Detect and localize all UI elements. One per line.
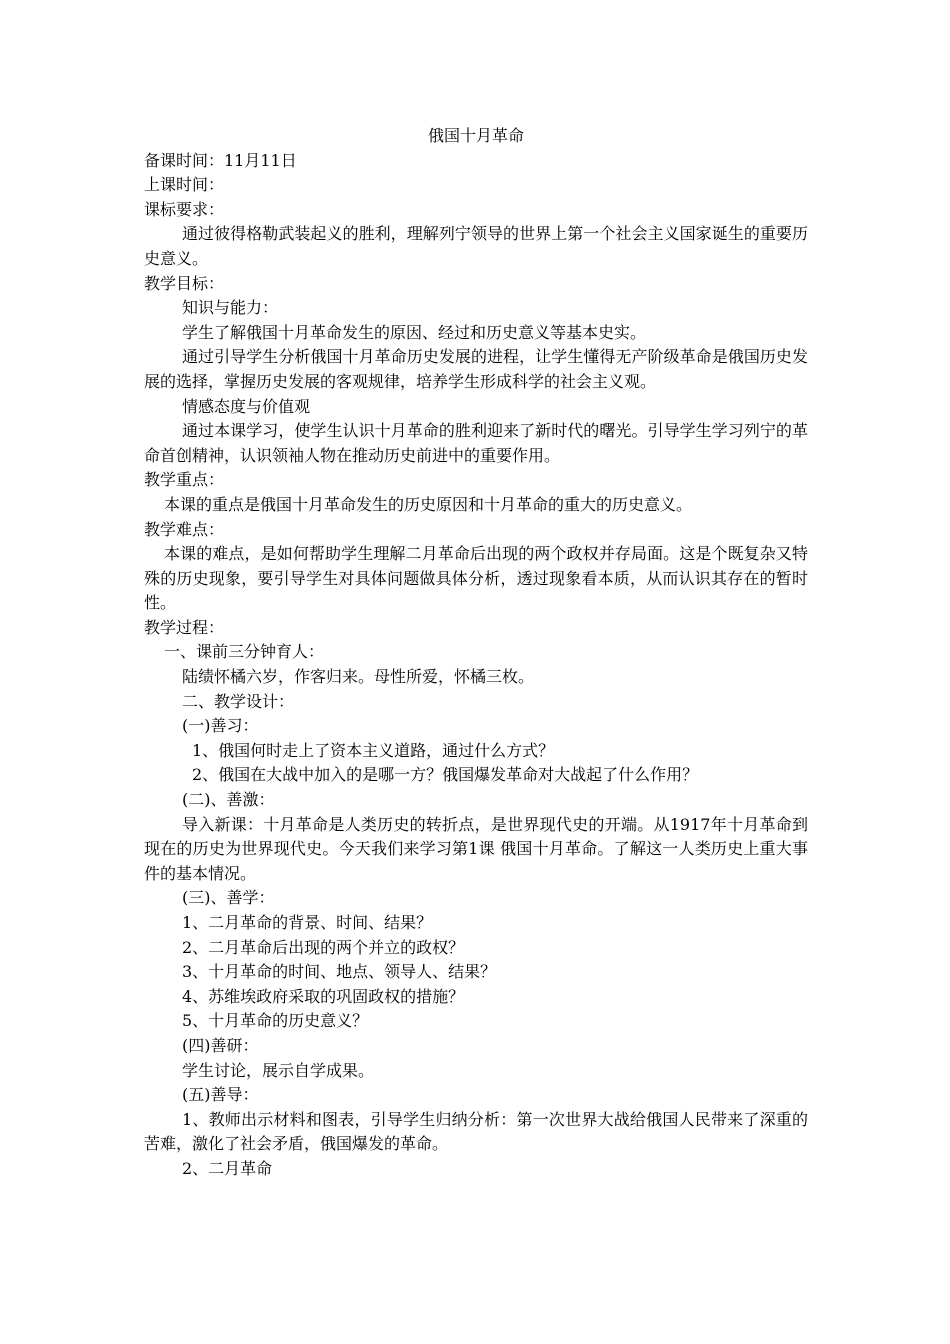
difficulty-text: 本课的难点，是如何帮助学生理解二月革命后出现的两个政权并存局面。这是个既复杂又特殊的历史现象，要引导学生对具体问题做具体分析，透过现象看本质，从而认识其存在的暂时性。 bbox=[144, 544, 808, 613]
list-item: 1、二月革命的背景、时间、结果？ bbox=[182, 913, 433, 932]
knowledge-paragraph-1: 学生了解俄国十月革命发生的原因、经过和历史意义等基本史实。 bbox=[182, 322, 647, 342]
part-4-text: 学生讨论，展示自学成果。 bbox=[182, 1060, 375, 1080]
list-item: 4、苏维埃政府采取的巩固政权的措施？ bbox=[182, 986, 465, 1006]
standard-text: 通过彼得格勒武装起义的胜利，理解列宁领导的世界上第一个社会主义国家诞生的重要历史意义。 bbox=[144, 224, 808, 268]
list-item: 5、十月革命的历史意义？ bbox=[182, 1011, 369, 1031]
section-2-heading: 二、教学设计： bbox=[182, 691, 295, 711]
part-5-text: 1、教师出示材料和图表，引导学生归纳分析：第一次世界大战给俄国人民带来了深重的苦难，激化了社会矛盾，俄国爆发的革命。 bbox=[144, 1109, 808, 1154]
list-item: 2、二月革命后出现的两个并立的政权？ bbox=[182, 937, 465, 957]
prep-time: 备课时间：11月11日 bbox=[144, 150, 297, 170]
part-5-item-2: 2、二月革命 bbox=[182, 1158, 273, 1178]
class-time: 上课时间： bbox=[144, 175, 225, 195]
difficulty-heading: 教学难点： bbox=[144, 519, 225, 539]
page-title: 俄国十月革命 bbox=[427, 126, 524, 145]
emotion-heading: 情感态度与价值观 bbox=[182, 396, 311, 416]
goals-heading: 教学目标： bbox=[144, 273, 225, 293]
emotion-text: 通过本课学习，使学生认识十月革命的胜利迎来了新时代的曙光。引导学生学习列宁的革命首创精神，认识领袖人物在推动历史前进中的重要作用。 bbox=[144, 421, 808, 465]
standard-heading: 课标要求： bbox=[144, 199, 225, 219]
knowledge-paragraph-2: 通过引导学生分析俄国十月革命历史发展的进程，让学生懂得无产阶级革命是俄国历史发展的选择，掌握历史发展的客观规律，培养学生形成科学的社会主义观。 bbox=[144, 347, 808, 391]
part-3-heading: (三)、善学： bbox=[182, 888, 275, 908]
part-2-heading: (二)、善激： bbox=[182, 790, 275, 810]
story-text: 陆绩怀橘六岁，作客归来。母性所爱，怀橘三枚。 bbox=[182, 667, 535, 687]
part-1-question-1: 1、俄国何时走上了资本主义道路，通过什么方式？ bbox=[192, 740, 555, 760]
part-2-text: 导入新课：十月革命是人类历史的转折点，是世界现代史的开端。从1917年十月革命到现在的历史为世界现代史。今天我们来学习第1课 俄国十月革命。了解这一人类历史上重大事件的基本情况。 bbox=[144, 814, 808, 883]
knowledge-heading: 知识与能力： bbox=[182, 298, 279, 318]
part-5-heading: (五)善导： bbox=[182, 1085, 259, 1105]
key-text: 本课的重点是俄国十月革命发生的历史原因和十月革命的重大的历史意义。 bbox=[164, 494, 693, 514]
process-heading: 教学过程： bbox=[144, 617, 225, 637]
document-page bbox=[144, 124, 808, 1182]
part-1-question-2: 2、俄国在大战中加入的是哪一方？俄国爆发革命对大战起了什么作用？ bbox=[192, 765, 699, 785]
key-heading: 教学重点： bbox=[144, 470, 225, 490]
part-1-heading: (一)善习： bbox=[182, 716, 259, 736]
part-4-heading: (四)善研： bbox=[182, 1035, 259, 1055]
list-item: 3、十月革命的时间、地点、领导人、结果？ bbox=[182, 962, 497, 982]
section-1-heading: 一、课前三分钟育人： bbox=[164, 642, 325, 662]
